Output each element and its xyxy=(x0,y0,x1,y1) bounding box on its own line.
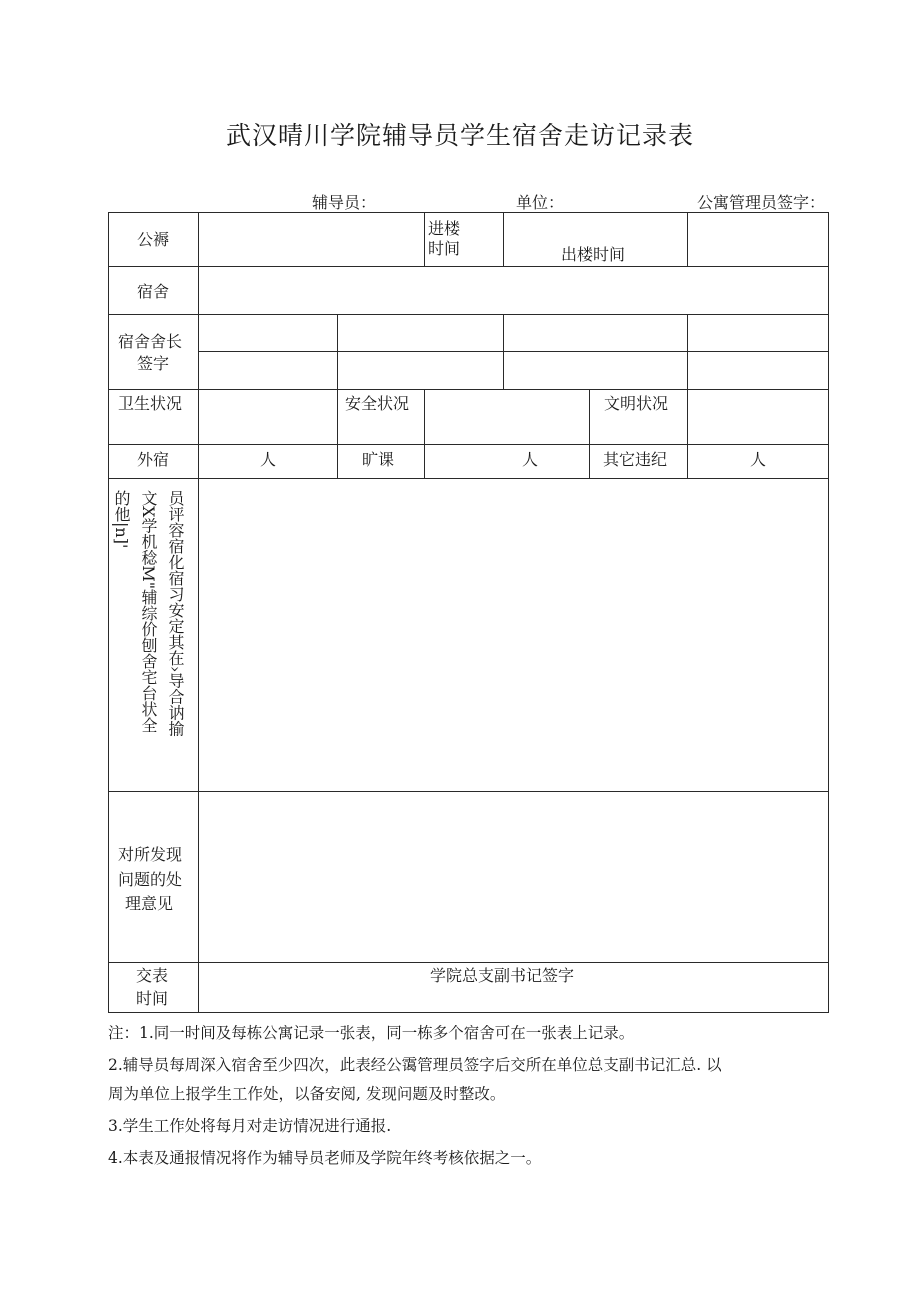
row-line xyxy=(108,389,829,390)
secretary-sign-label: 学院总支副书记签字 xyxy=(430,966,575,985)
leader-sign-label: 宿舍舍长 xyxy=(118,332,183,351)
note-2: 2.辅导员每周深入宿舍至少四次，此表经公霭管理员签字后交所在单位总支副书记汇总. 以 xyxy=(108,1056,722,1074)
table-border-right xyxy=(828,212,829,1013)
note-3: 3.学生工作处将每月对走访情况进行通报. xyxy=(108,1117,392,1135)
page-title: 武汉晴川学院辅导员学生宿舍走访记录表 xyxy=(225,121,694,150)
note-4: 4.本表及通报情况将作为辅导员老师及学院年终考核依据之一。 xyxy=(108,1149,542,1167)
row-line xyxy=(108,266,829,267)
table-border-top xyxy=(108,212,829,213)
other-violation-label: 其它违纪 xyxy=(603,450,668,469)
apartment-label: 公褥 xyxy=(137,230,170,249)
col-line xyxy=(424,389,425,478)
eval-text-col1: 的他|n]' xyxy=(112,490,131,549)
submit-time-label-2: 时间 xyxy=(136,989,169,1008)
enter-time-label-2: 时间 xyxy=(428,239,461,258)
enter-time-label: 进楼 xyxy=(428,219,461,238)
leader-sign-label-2: 签字 xyxy=(137,354,170,373)
handling-label-2: 问题的处 xyxy=(118,870,183,889)
eval-text-col3: 员评容宿化宿习安定其在›导合讷揄 xyxy=(166,490,185,737)
col-line xyxy=(503,212,504,266)
table-border-bottom xyxy=(108,1012,829,1013)
col-line xyxy=(687,212,688,266)
note-1: 注：1.同一时间及每栋公寓记录一张表，同一栋多个宿舍可在一张表上记录。 xyxy=(108,1024,635,1042)
handling-label: 对所发现 xyxy=(118,845,183,864)
out-stay-label: 外宿 xyxy=(137,450,170,469)
manager-sign-label: 公寓管理员签字： xyxy=(697,193,826,212)
row-line xyxy=(108,478,829,479)
absence-label: 旷课 xyxy=(362,450,395,469)
handling-label-3: 理意见 xyxy=(125,894,174,913)
table-border-left xyxy=(108,212,109,1013)
other-violation-unit: 人 xyxy=(750,450,767,469)
col-line xyxy=(687,389,688,478)
unit-label: 单位： xyxy=(516,193,565,212)
dorm-label: 宿舍 xyxy=(137,282,170,301)
hygiene-label: 卫生状况 xyxy=(118,394,183,413)
exit-time-label: 出楼时间 xyxy=(561,245,626,264)
row-line xyxy=(108,444,829,445)
col-line xyxy=(337,314,338,478)
absence-unit: 人 xyxy=(522,450,539,469)
counselor-label: 辅导员： xyxy=(312,193,377,212)
col-line xyxy=(589,389,590,478)
eval-text-col2: 文X学机稔M"辅综价刨舍宅台状全 xyxy=(139,490,158,734)
row-line xyxy=(108,314,829,315)
safety-label: 安全状况 xyxy=(345,394,410,413)
col-line xyxy=(687,314,688,389)
col-line xyxy=(198,212,199,1013)
submit-time-label: 交表 xyxy=(136,966,169,985)
row-line xyxy=(198,351,829,352)
civility-label: 文明状况 xyxy=(604,394,669,413)
out-stay-unit: 人 xyxy=(260,450,277,469)
col-line xyxy=(503,314,504,389)
row-line xyxy=(108,791,829,792)
col-line xyxy=(424,212,425,266)
row-line xyxy=(108,962,829,963)
note-2-cont: 周为单位上报学生工作处，以备安阅, 发现问题及时整改。 xyxy=(108,1085,506,1103)
